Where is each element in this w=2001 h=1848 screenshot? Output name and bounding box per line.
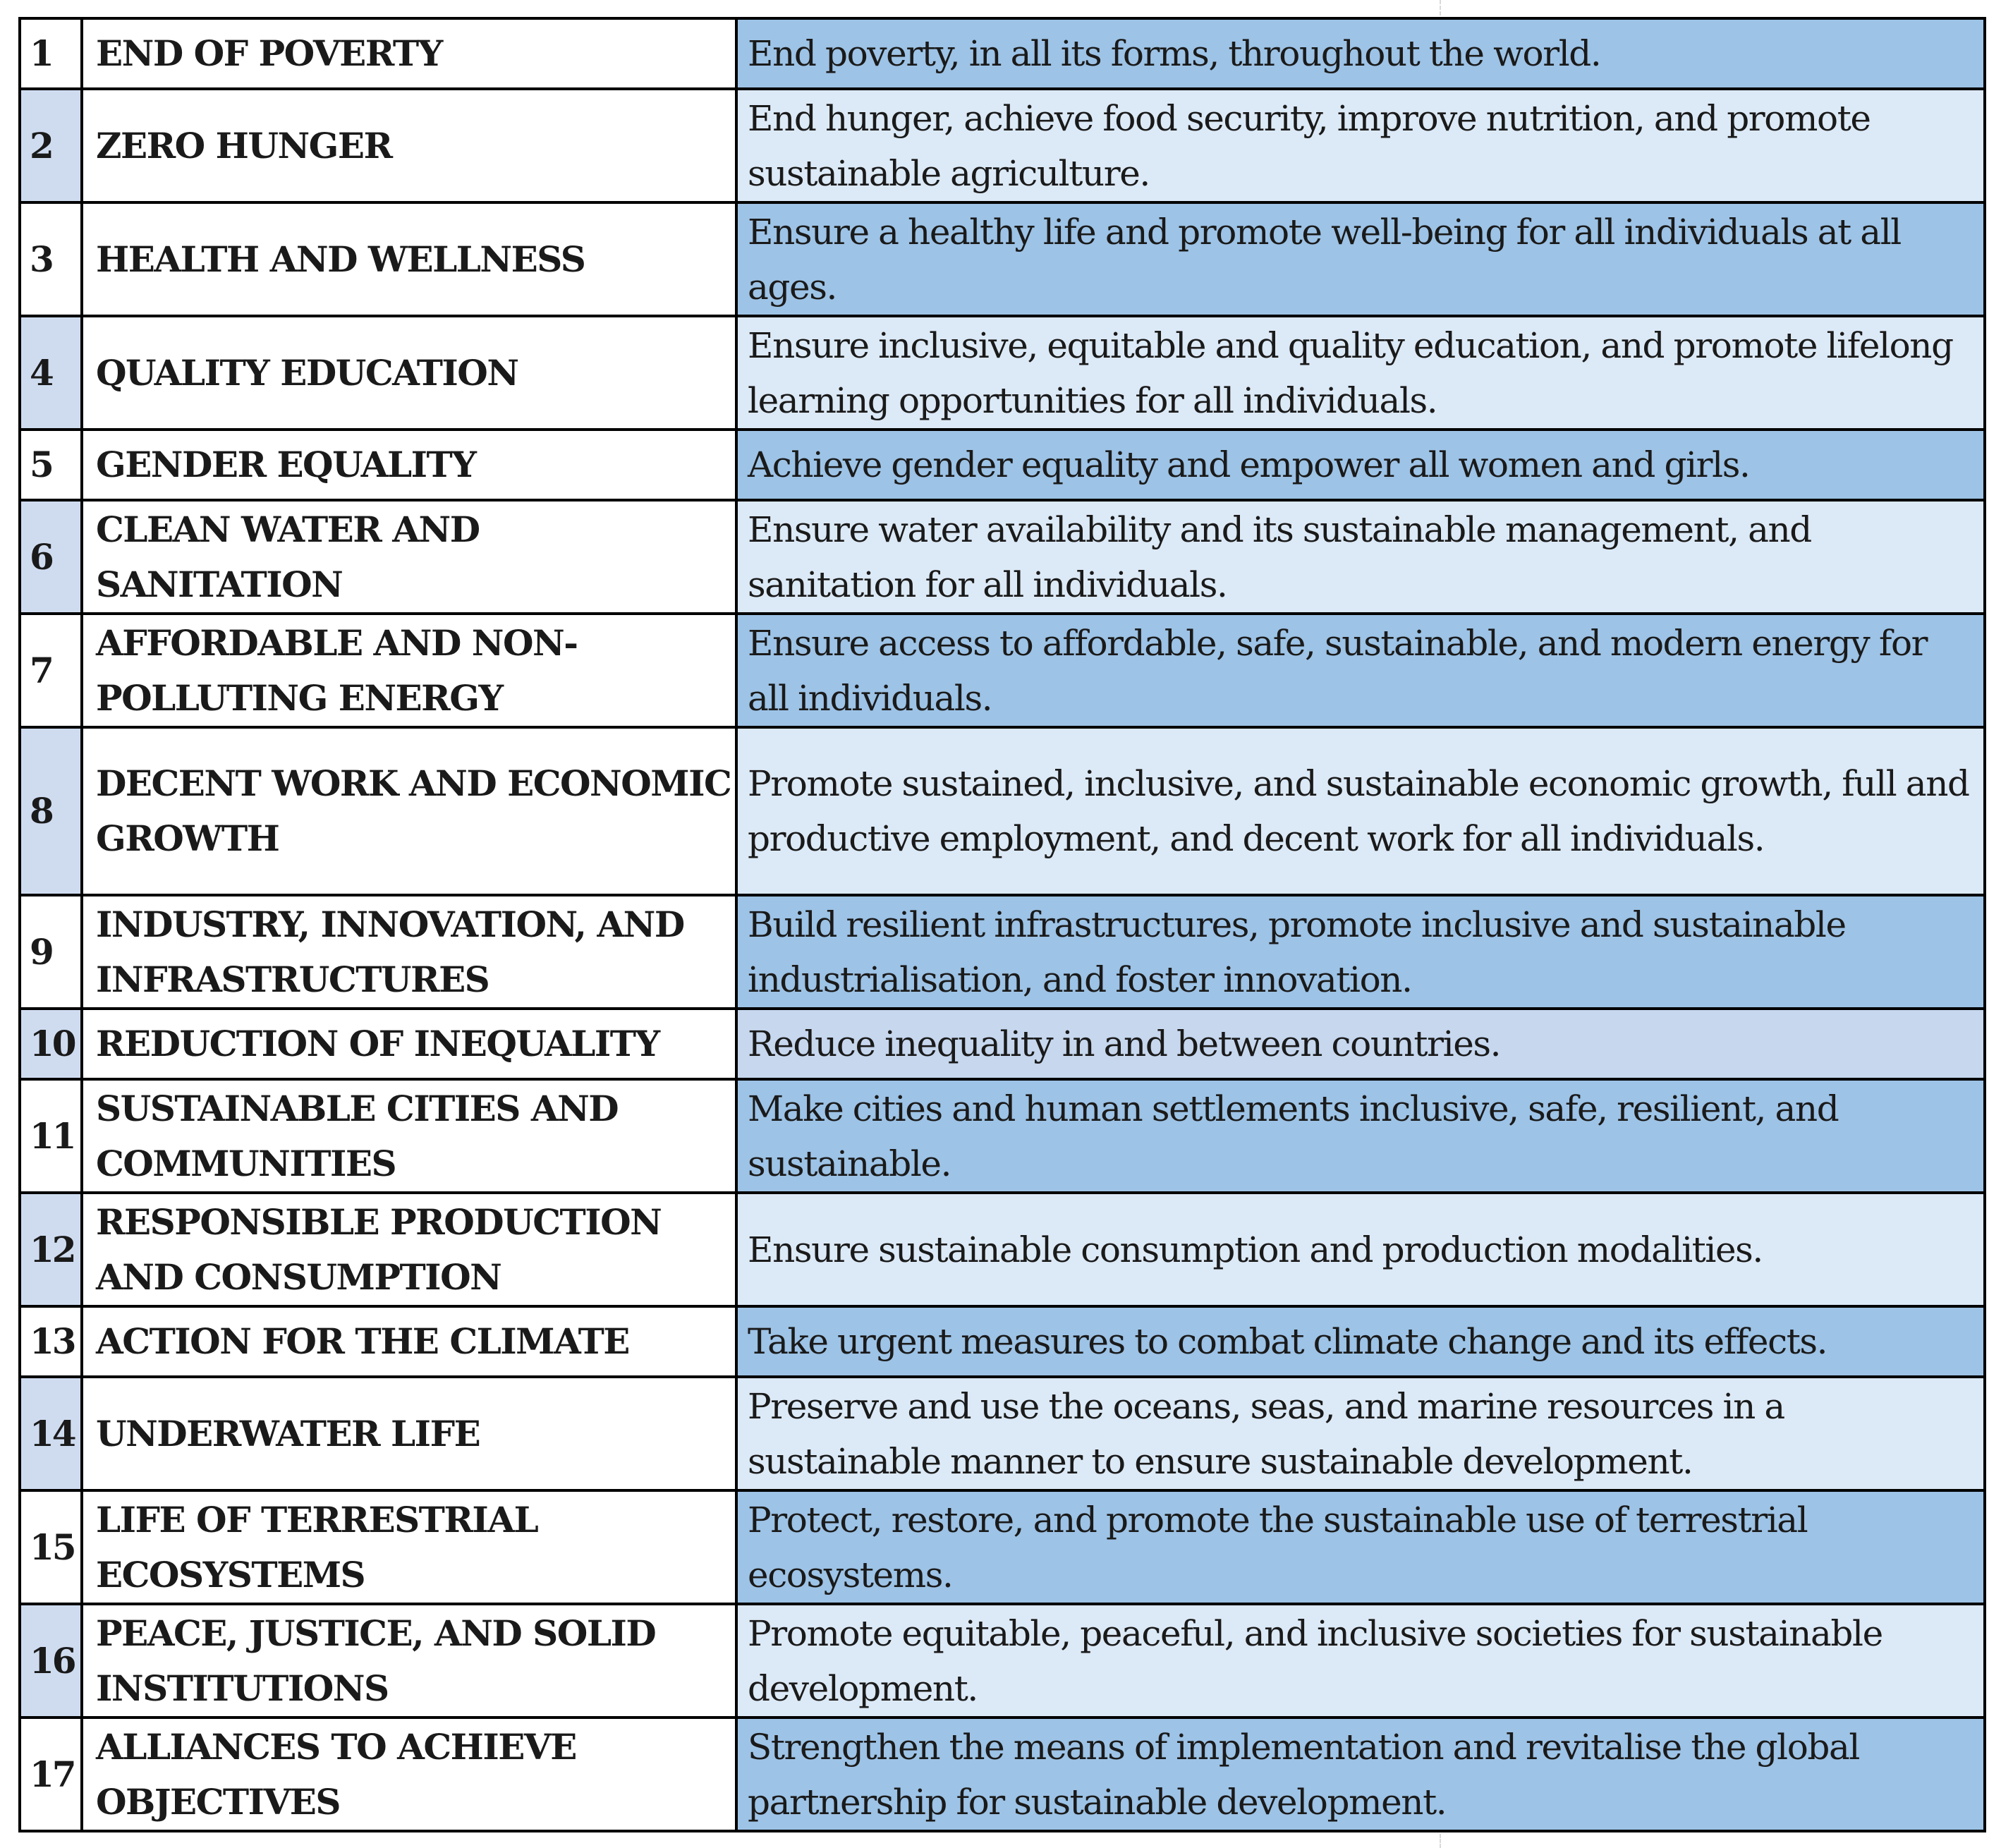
page-guide-top xyxy=(1440,0,1441,16)
goal-name: ACTION FOR THE CLIMATE xyxy=(82,1306,736,1377)
table-row xyxy=(20,1079,1985,1193)
goal-description: Preserve and use the oceans, seas, and marine resources in a sustainable manner to ensure sustainable development. xyxy=(736,1377,1985,1490)
goal-name: RESPONSIBLE PRODUCTION AND CONSUMPTION xyxy=(82,1193,736,1306)
goal-number: 17 xyxy=(20,1718,82,1831)
sdg-goals-table xyxy=(18,17,1986,1832)
goal-description: Ensure inclusive, equitable and quality education, and promote lifelong learning opportunities for all individuals. xyxy=(736,316,1985,430)
goal-description: Take urgent measures to combat climate change and its effects. xyxy=(736,1306,1985,1377)
table-row xyxy=(20,1604,1985,1718)
goal-name: INDUSTRY, INNOVATION, AND INFRASTRUCTURES xyxy=(82,895,736,1009)
goal-description: Ensure access to affordable, safe, sustainable, and modern energy for all individuals. xyxy=(736,614,1985,727)
goal-description: Make cities and human settlements inclusive, safe, resilient, and sustainable. xyxy=(736,1079,1985,1193)
goal-name: CLEAN WATER AND SANITATION xyxy=(82,500,736,614)
goal-number: 4 xyxy=(20,316,82,430)
goal-number: 10 xyxy=(20,1009,82,1079)
goal-number: 1 xyxy=(20,18,82,89)
goal-name: SUSTAINABLE CITIES AND COMMUNITIES xyxy=(82,1079,736,1193)
goal-name: QUALITY EDUCATION xyxy=(82,316,736,430)
goal-name: END OF POVERTY xyxy=(82,18,736,89)
table-row xyxy=(20,500,1985,614)
goal-description: End hunger, achieve food security, improve nutrition, and promote sustainable agriculture. xyxy=(736,89,1985,202)
goal-name: DECENT WORK AND ECONOMIC GROWTH xyxy=(82,727,736,895)
table-row xyxy=(20,1306,1985,1377)
goal-name: REDUCTION OF INEQUALITY xyxy=(82,1009,736,1079)
table-row xyxy=(20,1193,1985,1306)
table-row xyxy=(20,727,1985,895)
table-row xyxy=(20,614,1985,727)
table-row xyxy=(20,1718,1985,1831)
table-row xyxy=(20,1377,1985,1490)
table-row xyxy=(20,895,1985,1009)
goal-description: Protect, restore, and promote the sustainable use of terrestrial ecosystems. xyxy=(736,1490,1985,1604)
goal-name: LIFE OF TERRESTRIAL ECOSYSTEMS xyxy=(82,1490,736,1604)
table-row xyxy=(20,430,1985,500)
page-guide-bottom xyxy=(1440,1834,1441,1848)
goal-description: Reduce inequality in and between countries. xyxy=(736,1009,1985,1079)
table-row xyxy=(20,202,1985,316)
goal-description: Ensure sustainable consumption and production modalities. xyxy=(736,1193,1985,1306)
goal-number: 5 xyxy=(20,430,82,500)
goal-number: 9 xyxy=(20,895,82,1009)
table-row xyxy=(20,316,1985,430)
table-row xyxy=(20,18,1985,89)
goal-description: Ensure a healthy life and promote well-being for all individuals at all ages. xyxy=(736,202,1985,316)
goal-number: 16 xyxy=(20,1604,82,1718)
goal-name: UNDERWATER LIFE xyxy=(82,1377,736,1490)
goal-name: ALLIANCES TO ACHIEVE OBJECTIVES xyxy=(82,1718,736,1831)
goal-name: HEALTH AND WELLNESS xyxy=(82,202,736,316)
goal-name: AFFORDABLE AND NON-POLLUTING ENERGY xyxy=(82,614,736,727)
table-row xyxy=(20,1009,1985,1079)
goal-description: Achieve gender equality and empower all women and girls. xyxy=(736,430,1985,500)
table-row xyxy=(20,1490,1985,1604)
goal-number: 11 xyxy=(20,1079,82,1193)
goal-number: 12 xyxy=(20,1193,82,1306)
goal-number: 7 xyxy=(20,614,82,727)
goal-name: ZERO HUNGER xyxy=(82,89,736,202)
goal-number: 8 xyxy=(20,727,82,895)
goal-description: Promote sustained, inclusive, and sustainable economic growth, full and productive employment, and decent work for all individuals. xyxy=(736,727,1985,895)
goal-number: 13 xyxy=(20,1306,82,1377)
goal-description: Ensure water availability and its sustainable management, and sanitation for all individuals. xyxy=(736,500,1985,614)
goal-description: Strengthen the means of implementation and revitalise the global partnership for sustainable development. xyxy=(736,1718,1985,1831)
goal-number: 15 xyxy=(20,1490,82,1604)
goal-description: End poverty, in all its forms, throughout the world. xyxy=(736,18,1985,89)
goal-number: 6 xyxy=(20,500,82,614)
goal-number: 14 xyxy=(20,1377,82,1490)
table-row xyxy=(20,89,1985,202)
goal-description: Build resilient infrastructures, promote inclusive and sustainable industrialisation, and foster innovation. xyxy=(736,895,1985,1009)
goal-number: 2 xyxy=(20,89,82,202)
goal-description: Promote equitable, peaceful, and inclusive societies for sustainable development. xyxy=(736,1604,1985,1718)
goal-number: 3 xyxy=(20,202,82,316)
goal-name: PEACE, JUSTICE, AND SOLID INSTITUTIONS xyxy=(82,1604,736,1718)
goal-name: GENDER EQUALITY xyxy=(82,430,736,500)
